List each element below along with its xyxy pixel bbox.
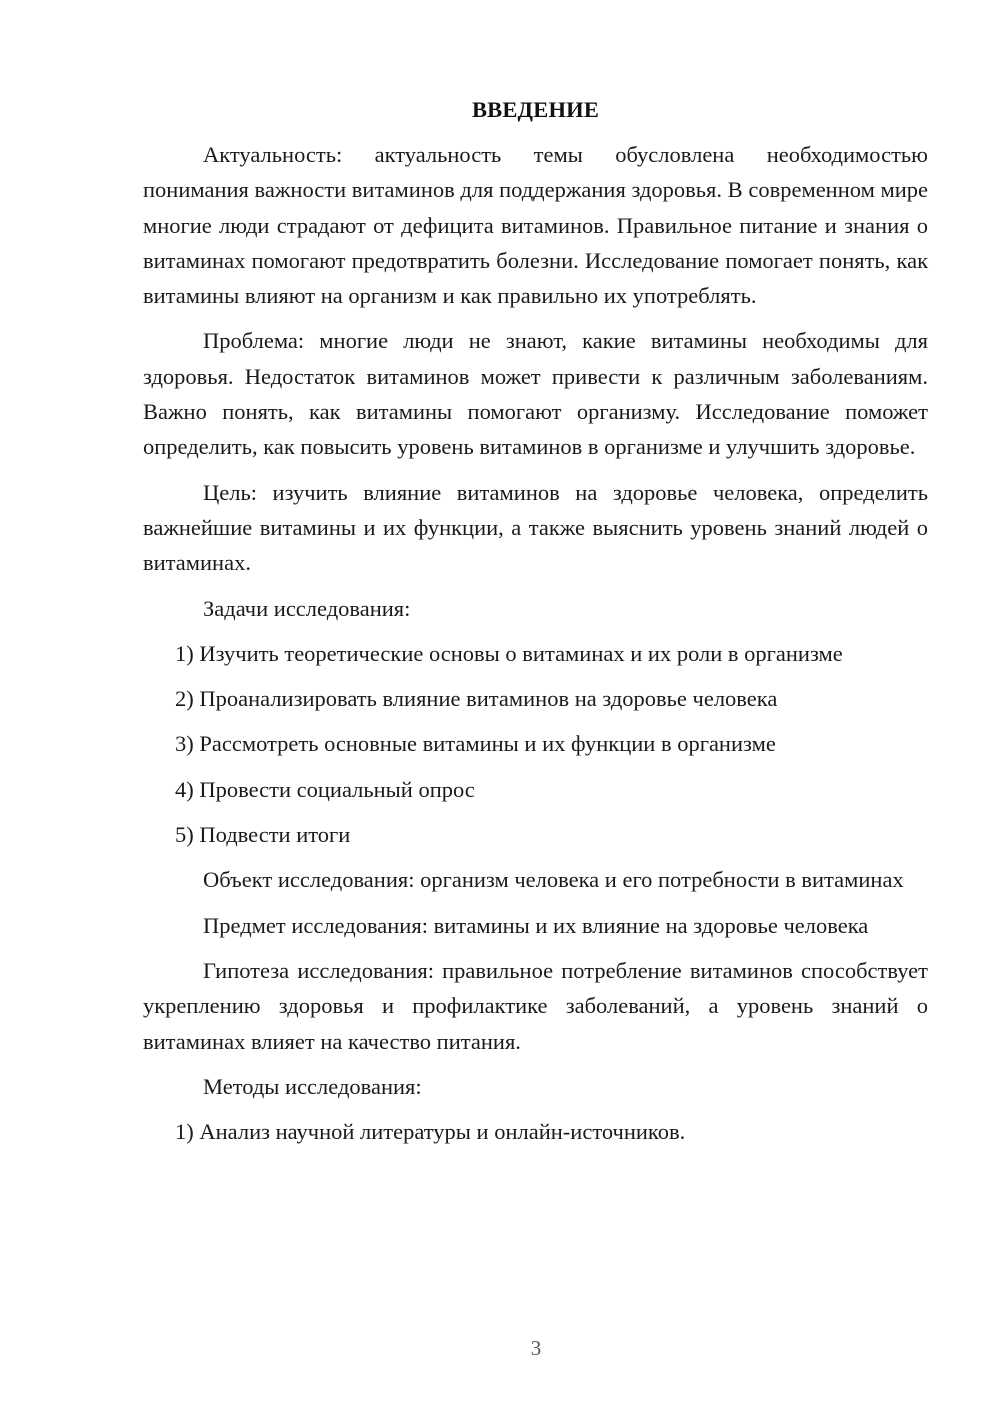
task-item: 1) Изучить теоретические основы о витаминах и их роли в организме <box>175 640 843 666</box>
tasks-title: Задачи исследования: <box>203 595 411 621</box>
task-item: 4) Провести социальный опрос <box>175 776 475 802</box>
method-item: 1) Анализ научной литературы и онлайн-источников. <box>175 1119 686 1145</box>
task-item: 2) Проанализировать влияние витаминов на здоровье человека <box>175 686 778 712</box>
subject-paragraph: Предмет исследования: витамины и их влияние на здоровье человека <box>203 912 869 938</box>
page-number: 3 <box>530 1336 542 1360</box>
page-content <box>143 91 928 1149</box>
task-item: 5) Подвести итоги <box>175 822 351 848</box>
page-title: ВВЕДЕНИЕ <box>471 97 600 122</box>
goal-paragraph: Цель: изучить влияние витаминов на здоровье человека, определить важнейшие витамины и их функции, а также выяснить уровень знаний людей о витаминах. <box>143 479 928 576</box>
object-paragraph: Объект исследования: организм человека и его потребности в витаминах <box>203 867 904 893</box>
relevance-paragraph: Актуальность: актуальность темы обусловлена необходимостью понимания важности витаминов для поддержания здоровья. В современном мире многие люди страдают от дефицита витаминов. Правильное питание и знания о витаминах помогают предотвратить болезни. Исследование помогает понять, как витамины влияют на организм и как правильно их употреблять. <box>143 142 928 309</box>
tasks-list <box>143 636 928 852</box>
methods-title: Методы исследования: <box>203 1073 422 1099</box>
hypothesis-paragraph: Гипотеза исследования: правильное потребление витаминов способствует укреплению здоровья и профилактике заболеваний, а уровень знаний о витаминах влияет на качество питания. <box>143 957 928 1054</box>
task-item: 3) Рассмотреть основные витамины и их функции в организме <box>175 731 776 757</box>
problem-paragraph: Проблема: многие люди не знают, какие витамины необходимы для здоровья. Недостаток витаминов может привести к различным заболеваниям. Важно понять, как витамины помогают организму. Исследование поможет определить, как повысить уровень витаминов в организме и улучшить здоровье. <box>143 328 928 460</box>
methods-list <box>143 1114 928 1149</box>
